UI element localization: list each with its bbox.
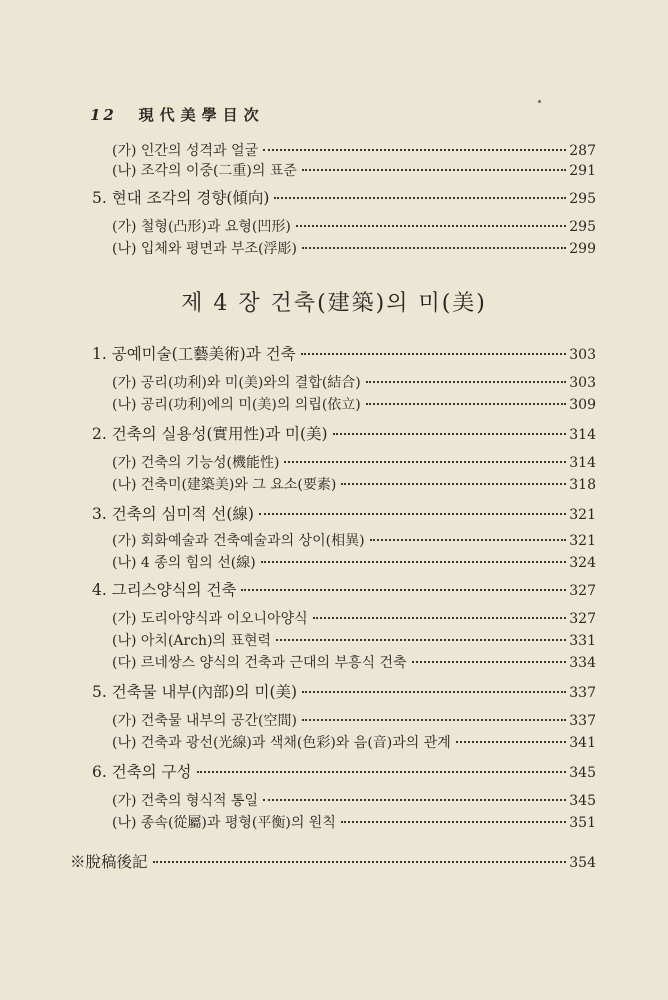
toc-entry [112,790,596,812]
dot-leader [153,861,567,863]
dot-leader [276,639,566,641]
dot-leader [261,561,567,563]
entry-page: 295 [569,191,596,207]
entry-page: 321 [569,507,596,523]
entry-page: 327 [569,611,596,627]
dot-leader [284,461,566,463]
entry-page: 295 [569,219,596,235]
running-header [90,104,265,125]
entry-page: 314 [569,427,596,443]
toc-entry [112,160,596,182]
toc-entry [112,630,596,652]
toc-entry [92,502,596,524]
toc-entry [112,710,596,732]
entry-label: (나) 종속(從屬)과 평형(平衡)의 원칙 [112,815,336,831]
dot-leader [302,719,566,721]
dot-leader [366,381,567,383]
entry-label: 3. 건축의 심미적 선(線) [92,505,254,523]
toc-entry [112,732,596,754]
entry-page: 303 [569,347,596,363]
entry-label: 2. 건축의 실용성(實用性)과 미(美) [92,425,328,443]
dot-leader [263,149,566,151]
entry-label: (나) 아치(Arch)의 표현력 [112,633,272,649]
entry-page: 309 [569,397,596,413]
toc-entry [92,680,596,702]
book-title: 現代美學目次 [138,106,265,124]
dot-leader [274,197,566,199]
entry-page: 299 [569,241,596,257]
entry-label: (가) 도리아양식과 이오니아양식 [112,611,308,627]
entry-page: 341 [569,735,596,751]
toc-entry [112,238,596,260]
entry-page: 345 [569,765,596,781]
entry-label: (가) 회화예술과 건축예술과의 상이(相異) [112,533,365,549]
entry-label: 4. 그리스양식의 건축 [92,581,237,599]
dot-leader [341,821,566,823]
dot-leader [412,661,567,663]
ink-speck [538,100,541,103]
dot-leader [301,353,567,355]
toc-entry [92,578,596,600]
toc-entry [112,474,596,496]
entry-page: 331 [569,633,596,649]
toc-entry [112,452,596,474]
entry-page: 345 [569,793,596,809]
toc-entry [92,760,596,782]
toc-entry [112,608,596,630]
entry-page: 314 [569,455,596,471]
entry-label: 5. 건축물 내부(內部)의 미(美) [92,683,298,701]
dot-leader [296,225,566,227]
entry-page: 321 [569,533,596,549]
dot-leader [241,589,566,591]
entry-page: 354 [569,855,596,871]
dot-leader [302,169,566,171]
entry-label: (가) 건축의 기능성(機能性) [112,455,280,471]
dot-leader [302,691,566,693]
entry-label: (가) 철형(凸形)과 요형(凹形) [112,219,291,235]
entry-label: 6. 건축의 구성 [92,763,192,781]
entry-page: 287 [569,143,596,159]
chapter-heading: 제 4 장 건축(建築)의 미(美) [181,291,487,316]
entry-label: (나) 건축과 광선(光線)과 색채(色彩)와 음(音)과의 관계 [112,735,451,751]
entry-label: (가) 공리(功利)와 미(美)와의 결합(結合) [112,375,361,391]
toc-entry [112,812,596,834]
entry-page: 324 [569,555,596,571]
entry-label: (나) 입체와 평면과 부조(浮彫) [112,241,297,257]
toc-entry [112,530,596,552]
dot-leader [341,483,566,485]
toc-entry [112,216,596,238]
entry-label: (나) 4 종의 힘의 선(線) [112,555,256,571]
entry-page: 291 [569,163,596,179]
dot-leader [333,433,567,435]
toc-entry [92,186,596,208]
toc-entry [112,394,596,416]
entry-label: (가) 건축물 내부의 공간(空間) [112,713,297,729]
toc-entry [112,372,596,394]
entry-label: (나) 공리(功利)에의 미(美)의 의립(依立) [112,397,361,413]
dot-leader [259,513,566,515]
entry-label: (다) 르네쌍스 양식의 건축과 근대의 부흥식 건축 [112,655,407,671]
dot-leader [263,799,566,801]
dot-leader [197,771,567,773]
dot-leader [370,539,567,541]
entry-label: (나) 조각의 이중(二重)의 표준 [112,163,297,179]
entry-label: ※脫稿後記 [70,853,148,871]
entry-page: 318 [569,477,596,493]
entry-page: 337 [569,685,596,701]
dot-leader [456,741,566,743]
entry-label: (나) 건축미(建築美)와 그 요소(要素) [112,477,337,493]
entry-page: 303 [569,375,596,391]
dot-leader [302,247,566,249]
dot-leader [366,403,567,405]
page-number: 12 [90,106,117,124]
entry-page: 327 [569,583,596,599]
toc-entry [92,422,596,444]
toc-entry [70,850,596,872]
entry-label: (가) 건축의 형식적 통일 [112,793,258,809]
toc-entry [92,342,596,364]
entry-page: 337 [569,713,596,729]
toc-entry [112,552,596,574]
dot-leader [313,617,567,619]
toc-entry [112,140,596,162]
entry-label: (가) 인간의 성격과 얼굴 [112,143,258,159]
entry-page: 334 [569,655,596,671]
entry-label: 5. 현대 조각의 경향(傾向) [92,189,270,207]
toc-entry [112,652,596,674]
entry-page: 351 [569,815,596,831]
entry-label: 1. 공예미술(工藝美術)과 건축 [92,345,296,363]
